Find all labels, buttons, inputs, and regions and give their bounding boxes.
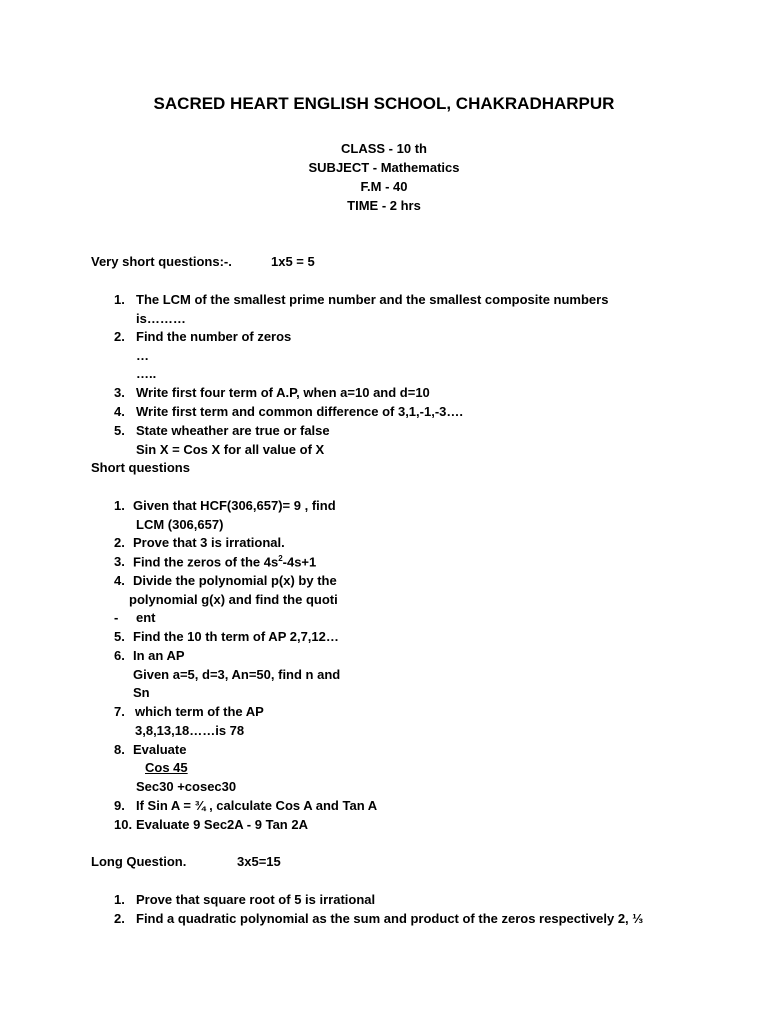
school-name: SACRED HEART ENGLISH SCHOOL, CHAKRADHARPUR — [153, 94, 615, 113]
vs-q5-number: 5. — [114, 423, 125, 438]
s-q4-text-end: ent — [136, 610, 156, 625]
vs-q2-ellipsis: … — [136, 348, 149, 363]
s-q3-exponent: 2 — [278, 554, 283, 563]
l-q2-number: 2. — [114, 911, 125, 926]
l-q1-text: Prove that square root of 5 is irrational — [136, 892, 376, 907]
s-q7-text: which term of the AP — [135, 704, 264, 719]
very-short-marks: 1x5 = 5 — [271, 254, 315, 269]
very-short-heading: Very short questions:-. — [91, 254, 232, 269]
vs-q1-text-cont: is……… — [136, 311, 186, 326]
s-q9-text: If Sin A = ¾ , calculate Cos A and Tan A — [136, 798, 378, 813]
s-q4-dash: - — [114, 610, 119, 625]
s-q3-number: 3. — [114, 554, 125, 569]
s-q5-number: 5. — [114, 629, 125, 644]
s-q10-number: 10. — [114, 817, 133, 832]
s-q6-sn: Sn — [133, 685, 150, 700]
s-q2-number: 2. — [114, 535, 125, 550]
s-q10-text: Evaluate 9 Sec2A - 9 Tan 2A — [136, 817, 308, 832]
s-q8-numerator: Cos 45 — [145, 760, 188, 775]
l-q2-text: Find a quadratic polynomial as the sum and product of the zeros respectively 2, ⅓ — [136, 911, 644, 926]
vs-q5-text: State wheather are true or false — [136, 423, 330, 438]
s-q3-text-pre: Find the zeros of the 4s — [133, 554, 279, 570]
vs-q3-text: Write first four term of A.P, when a=10 and d=10 — [136, 385, 430, 400]
s-q8-denominator: Sec30 +cosec30 — [136, 779, 237, 794]
s-q5-text: Find the 10 th term of AP 2,7,12… — [133, 629, 339, 644]
s-q9-number: 9. — [114, 798, 125, 813]
s-q1-text-cont: LCM (306,657) — [136, 517, 224, 532]
vs-q2-number: 2. — [114, 329, 125, 344]
s-q4-number: 4. — [114, 573, 125, 588]
s-q2-text: Prove that 3 is irrational. — [133, 535, 285, 550]
vs-q4-number: 4. — [114, 404, 125, 419]
full-marks-line: F.M - 40 — [360, 179, 408, 194]
vs-q1-number: 1. — [114, 292, 125, 307]
class-line: CLASS - 10 th — [341, 141, 427, 156]
s-q6-text: In an AP — [133, 648, 185, 663]
s-q4-text: Divide the polynomial p(x) by the — [133, 573, 337, 588]
s-q3-text — [133, 554, 316, 569]
s-q4-text-cont: polynomial g(x) and find the quoti — [129, 592, 338, 607]
s-q8-number: 8. — [114, 742, 125, 757]
vs-q2-text: Find the number of zeros — [136, 329, 292, 344]
s-q3-text-post: -4s+1 — [282, 554, 317, 570]
long-heading: Long Question. — [91, 854, 187, 869]
short-heading: Short questions — [91, 460, 190, 475]
vs-q1-text: The LCM of the smallest prime number and the smallest composite numbers — [136, 292, 609, 307]
s-q1-text: Given that HCF(306,657)= 9 , find — [133, 498, 336, 513]
vs-q2-ellipsis-2: ….. — [136, 366, 157, 381]
s-q6-given: Given a=5, d=3, An=50, find n and — [133, 667, 341, 682]
l-q1-number: 1. — [114, 892, 125, 907]
s-q6-number: 6. — [114, 648, 125, 663]
s-q1-number: 1. — [114, 498, 125, 513]
vs-q4-text: Write first term and common difference of 3,1,-1,-3…. — [136, 404, 463, 419]
vs-q5-statement: Sin X = Cos X for all value of X — [136, 442, 325, 457]
vs-q3-number: 3. — [114, 385, 125, 400]
s-q7-number: 7. — [114, 704, 125, 719]
subject-line: SUBJECT - Mathematics — [308, 160, 460, 175]
s-q7-sequence: 3,8,13,18……is 78 — [135, 723, 245, 738]
s-q8-text: Evaluate — [133, 742, 187, 757]
long-marks: 3x5=15 — [237, 854, 281, 869]
time-line: TIME - 2 hrs — [347, 198, 421, 213]
